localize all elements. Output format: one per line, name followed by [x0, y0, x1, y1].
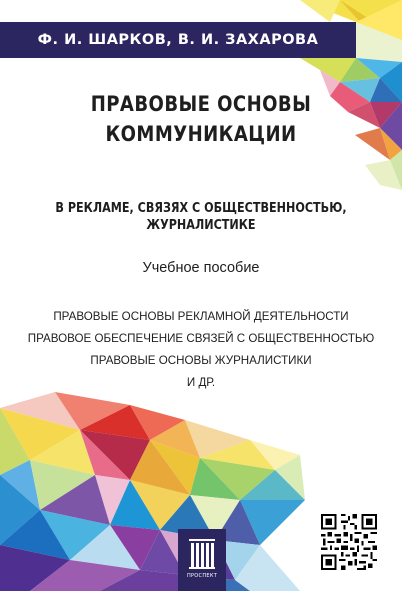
title-line-2: КОММУНИКАЦИИ [105, 122, 297, 146]
book-title [45, 89, 356, 149]
publisher-logo [178, 529, 226, 591]
authors: Ф. И. ШАРКОВ, В. И. ЗАХАРОВА [37, 32, 319, 48]
publisher-name: ПРОСПЕКТ [186, 573, 218, 579]
author-band [0, 22, 356, 58]
subtitle-line-2: ЖУРНАЛИСТИКЕ [146, 218, 256, 233]
bottom-left-polygons [0, 392, 305, 591]
qr-code-icon [321, 514, 377, 570]
prospekt-columns-icon [187, 537, 217, 571]
document-type: Учебное пособие [142, 260, 260, 276]
topic-item: ПРАВОВОЕ ОБЕСПЕЧЕНИЕ СВЯЗЕЙ С ОБЩЕСТВЕННОСТЬЮ [27, 332, 375, 345]
topic-item: ПРАВОВЫЕ ОСНОВЫ ЖУРНАЛИСТИКИ [90, 354, 312, 367]
title-line-1: ПРАВОВЫЕ ОСНОВЫ [90, 92, 312, 116]
topics-list [0, 306, 402, 394]
topic-item: И ДР. [186, 376, 216, 389]
topic-item: ПРАВОВЫЕ ОСНОВЫ РЕКЛАМНОЙ ДЕЯТЕЛЬНОСТИ [53, 310, 349, 323]
subtitle-line-1: В РЕКЛАМЕ, СВЯЗЯХ С ОБЩЕСТВЕННОСТЬЮ, [55, 201, 347, 216]
book-subtitle [45, 200, 356, 234]
